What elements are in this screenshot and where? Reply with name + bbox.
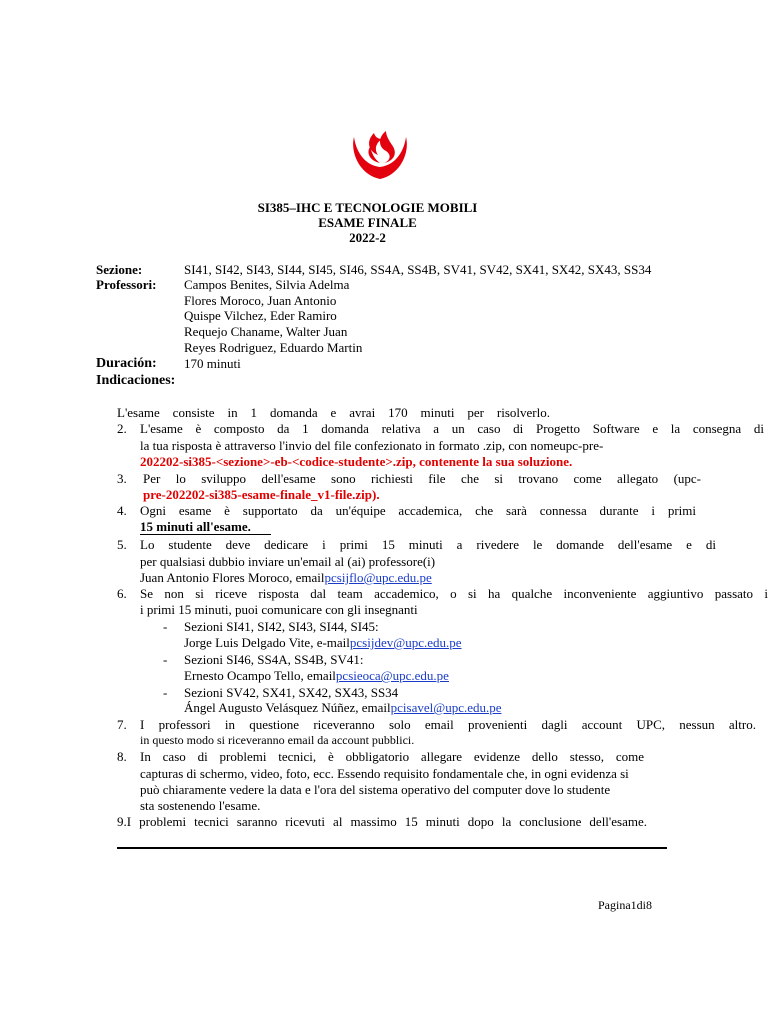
instruction-8-line: In caso di problemi tecnici, è obbligatorio allegare evidenze dello stesso, come <box>140 749 644 764</box>
zip-filename: 202202-si385-<sezione>-eb-<codice-studente>.zip, contenente la sua soluzione. <box>140 454 573 469</box>
email-link[interactable]: pcsijdev@upc.edu.pe <box>349 635 462 650</box>
attachment-filename: pre-202202-si385-esame-finale_v1-file.zip). <box>143 487 380 502</box>
sub-section-title: Sezioni SV42, SX41, SX42, SX43, SS34 <box>184 685 399 700</box>
instruction-7-line: in questo modo si riceveranno email da account pubblici. <box>140 733 415 747</box>
instruction-8-line: può chiaramente vedere la data e l'ora del sistema operativo del computer dove lo studente <box>140 782 611 797</box>
section-label: Sezione: <box>96 262 143 277</box>
instruction-2-line: la tua risposta è attraverso l'invio del file confezionato in formato .zip, con nomeupc-pre- <box>140 438 604 453</box>
duration-value: 170 minuti <box>184 356 241 371</box>
exam-title: ESAME FINALE <box>318 215 417 230</box>
item-number: 3. <box>117 471 127 486</box>
email-link[interactable]: pcisavel@upc.edu.pe <box>390 700 502 715</box>
contact-name: Ernesto Ocampo Tello, email <box>184 668 336 683</box>
instruction-8-line: capturas di schermo, video, foto, ecc. Essendo requisito fondamentale che, in ogni evidenza si <box>140 766 629 781</box>
professor-name: Reyes Rodriguez, Eduardo Martin <box>184 340 363 355</box>
divider <box>117 847 667 849</box>
course-title: SI385–IHC E TECNOLOGIE MOBILI <box>257 200 478 215</box>
email-link[interactable]: pcsieoca@upc.edu.pe <box>335 668 449 683</box>
item-number: 8. <box>117 749 127 764</box>
first-15-minutes: 15 minuti all'esame. <box>140 519 271 535</box>
item-number: 7. <box>117 717 127 732</box>
professors-label: Professori: <box>96 277 157 292</box>
item-number: 6. <box>117 586 127 601</box>
sub-section-contact <box>184 635 462 651</box>
sub-section-contact <box>184 668 459 684</box>
bullet-dash: - <box>163 685 168 700</box>
exam-term: 2022-2 <box>349 230 386 245</box>
contact-name: Jorge Luis Delgado Vite, e-mail <box>184 635 350 650</box>
bullet-dash: - <box>163 652 168 667</box>
sub-section-title: Sezioni SI41, SI42, SI43, SI44, SI45: <box>184 619 379 634</box>
instruction-6-line: i primi 15 minuti, puoi comunicare con gli insegnanti <box>140 602 418 617</box>
instruction-4-emphasis <box>140 519 271 535</box>
sub-section-title: Sezioni SI46, SS4A, SS4B, SV41: <box>184 652 364 667</box>
professor-name: Flores Moroco, Juan Antonio <box>184 293 337 308</box>
duration-label: Duración: <box>96 356 157 371</box>
instruction-7-line: I professori in questione riceveranno solo email provenienti dagli account UPC, nessun altro. <box>140 717 756 732</box>
instruction-9: 9.I problemi tecnici saranno ricevuti al massimo 15 minuti dopo la conclusione dell'esame. <box>117 814 647 829</box>
instruction-5-line: per qualsiasi dubbio inviare un'email al (ai) professore(i) <box>140 554 436 569</box>
instruction-5-line: Lo studente deve dedicare i primi 15 minuti a rivedere le domande dell'esame e di <box>140 537 716 552</box>
contact-name: Juan Antonio Flores Moroco, email <box>140 570 325 585</box>
instruction-5-contact <box>140 570 440 586</box>
upc-logo-icon <box>348 127 412 183</box>
bullet-dash: - <box>163 619 168 634</box>
professor-name: Requejo Chaname, Walter Juan <box>184 324 348 339</box>
section-value: SI41, SI42, SI43, SI44, SI45, SI46, SS4A, SS4B, SV41, SV42, SX41, SX42, SX43, SS34 <box>184 262 652 277</box>
instruction-3-line: Per lo sviluppo dell'esame sono richiesti file che si trovano come allegato (upc- <box>143 471 701 486</box>
professor-name: Campos Benites, Silvia Adelma <box>184 277 350 292</box>
instruction-1: L'esame consiste in 1 domanda e avrai 170 minuti per risolverlo. <box>117 405 550 420</box>
instruction-2-line: L'esame è composto da 1 domanda relativa a un caso di Progetto Software e la consegna di <box>140 421 764 436</box>
instruction-8-line: sta sostenendo l'esame. <box>140 798 261 813</box>
indications-label: Indicaciones: <box>96 373 176 388</box>
item-number: 4. <box>117 503 127 518</box>
item-number: 2. <box>117 421 127 436</box>
page-number: Pagina1di8 <box>598 898 652 912</box>
instruction-6-line: Se non si riceve risposta dal team accademico, o si ha qualche inconveniente aggiuntivo passato i <box>140 586 768 601</box>
instruction-4-line: Ogni esame è supportato da un'équipe accademica, che sarà connessa durante i primi <box>140 503 696 518</box>
contact-name: Ángel Augusto Velásquez Núñez, email <box>184 700 391 715</box>
professor-name: Quispe Vilchez, Eder Ramiro <box>184 308 337 323</box>
item-number: 5. <box>117 537 127 552</box>
sub-section-contact <box>184 700 512 716</box>
email-link[interactable]: pcsijflo@upc.edu.pe <box>324 570 432 585</box>
